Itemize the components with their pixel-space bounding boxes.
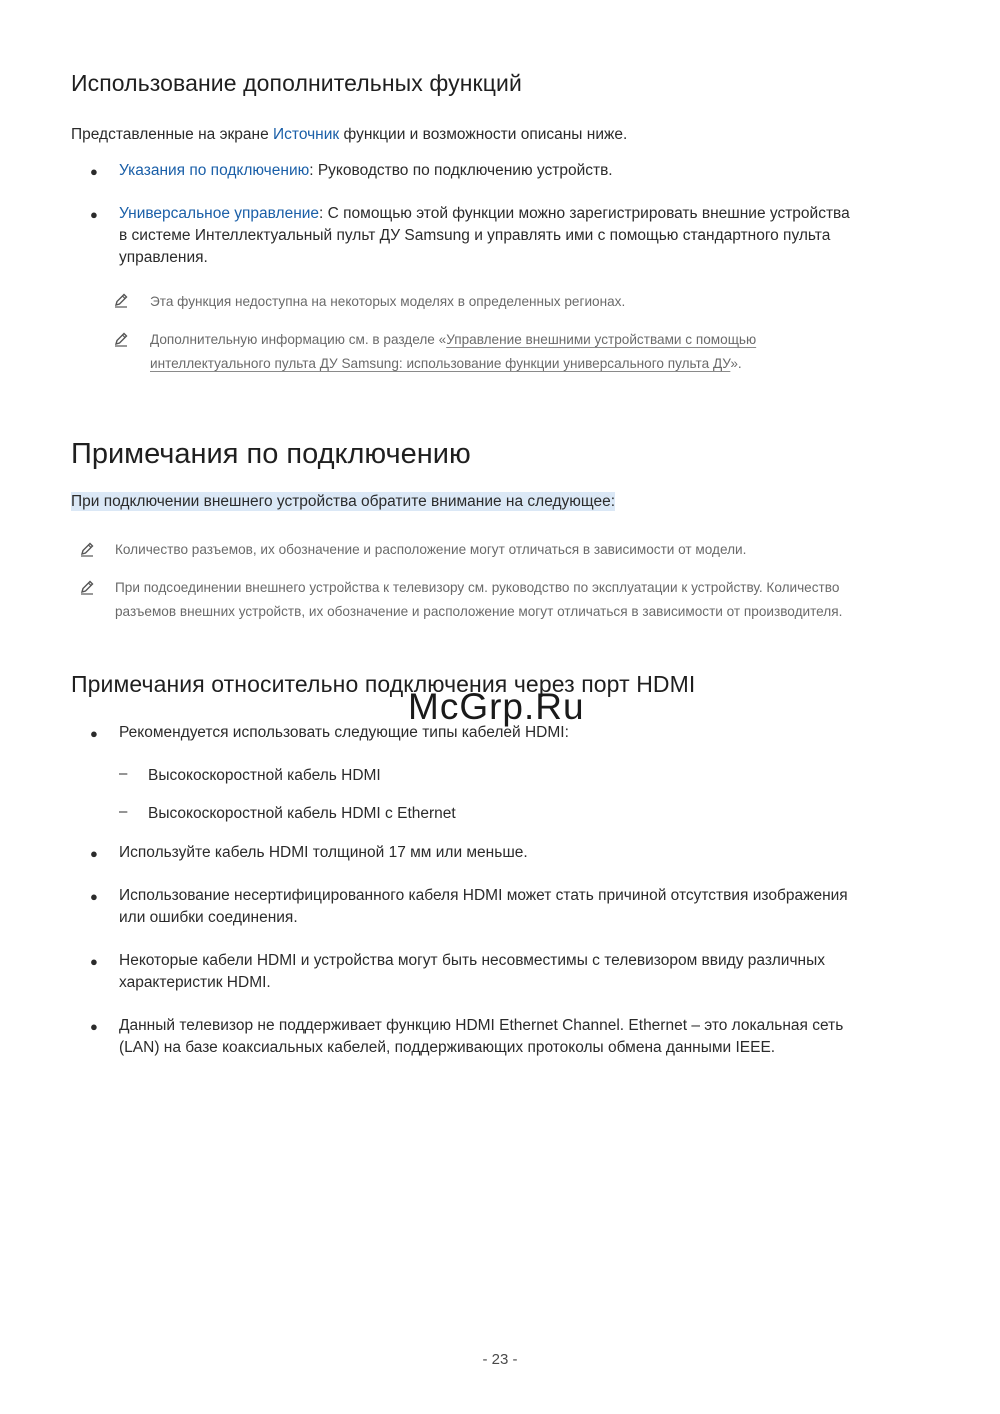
section-title-hdmi-notes: Примечания относительно подключения через порт HDMI [71, 671, 696, 697]
pencil-note-icon [113, 292, 129, 308]
ethernet-channel-line2: (LAN) на базе коаксиальных кабелей, поддерживающих протоколы обмена данными IEEE. [119, 1039, 776, 1056]
intro-paragraph [71, 124, 627, 146]
universal-remote-link[interactable]: Универсальное управление [119, 205, 320, 222]
watermark: McGrp.Ru [408, 686, 585, 727]
hdmi-uncertified-warning [119, 885, 939, 929]
note-more-info-end: ». [730, 356, 742, 371]
bullet-icon: ● [90, 207, 98, 222]
connection-guide-text: : Руководство по подключению устройств. [309, 162, 613, 179]
ethernet-channel-line1: Данный телевизор не поддерживает функцию HDMI Ethernet Channel. Ethernet – это локальная сеть [119, 1017, 844, 1034]
bullet-icon: ● [90, 889, 98, 904]
bullet-icon: ● [90, 954, 98, 969]
section-title-additional-functions: Использование дополнительных функций [71, 70, 522, 96]
note-more-info [150, 328, 940, 376]
pencil-note-icon [113, 331, 129, 347]
bullet-icon: ● [90, 726, 98, 741]
highlighted-instruction [71, 491, 615, 513]
universal-remote-text-line2: в системе Интеллектуальный пульт ДУ Samsung и управлять ими с помощью стандартного пульта [119, 227, 831, 244]
incompatibility-line1: Некоторые кабели HDMI и устройства могут быть несовместимы с телевизором ввиду различных [119, 952, 825, 969]
hdmi-cable-thickness: Используйте кабель HDMI толщиной 17 мм или меньше. [119, 844, 528, 861]
pencil-note-icon [79, 541, 95, 557]
universal-remote-text-line3: управления. [119, 249, 208, 266]
connection-guide-link[interactable]: Указания по подключению [119, 162, 310, 179]
uncertified-line2: или ошибки соединения. [119, 909, 298, 926]
page-number: - 23 - [482, 1351, 518, 1368]
pencil-note-icon [79, 579, 95, 595]
remote-control-section-link-part1[interactable]: Управление внешними устройствами с помощью [446, 332, 757, 347]
intro-text: Представленные на экране [71, 126, 274, 143]
section-title-connection-notes: Примечания по подключению [71, 438, 471, 470]
universal-remote-text-line1: : С помощью этой функции можно зарегистрировать внешние устройства [319, 205, 850, 222]
cable-type-high-speed: Высокоскоростной кабель HDMI [148, 767, 381, 784]
incompatibility-line2: характеристик HDMI. [119, 974, 271, 991]
bullet-icon: ● [90, 1019, 98, 1034]
note-availability: Эта функция недоступна на некоторых моделях в определенных регионах. [150, 294, 626, 309]
intro-text-end: функции и возможности описаны ниже. [339, 126, 628, 143]
note-connectors-vary: Количество разъемов, их обозначение и расположение могут отличаться в зависимости от модели. [115, 542, 747, 557]
bullet-universal-remote [119, 203, 939, 269]
note-device-manual-line2: разъемов внешних устройств, их обозначение и расположение могут отличаться в зависимости от производителя. [115, 604, 843, 619]
note-device-manual [115, 576, 975, 624]
dash-icon: – [119, 803, 128, 820]
note-more-info-text: Дополнительную информацию см. в разделе « [150, 332, 447, 347]
bullet-icon: ● [90, 846, 98, 861]
bullet-connection-guide [119, 160, 613, 182]
hdmi-ethernet-channel [119, 1015, 939, 1059]
dash-icon: – [119, 765, 128, 782]
source-link[interactable]: Источник [273, 126, 340, 143]
highlight-text: При подключении внешнего устройства обратите внимание на следующее: [71, 493, 616, 510]
remote-control-section-link-part2[interactable]: интеллектуального пульта ДУ Samsung: использование функции универсального пульта ДУ [150, 356, 731, 371]
note-device-manual-line1: При подсоединении внешнего устройства к телевизору см. руководство по эксплуатации к устройству. Количество [115, 580, 840, 595]
hdmi-cable-types: Рекомендуется использовать следующие типы кабелей HDMI: [119, 724, 569, 741]
hdmi-incompatibility [119, 950, 939, 994]
cable-type-high-speed-ethernet: Высокоскоростной кабель HDMI с Ethernet [148, 805, 456, 822]
bullet-icon: ● [90, 164, 98, 179]
uncertified-line1: Использование несертифицированного кабеля HDMI может стать причиной отсутствия изображения [119, 887, 848, 904]
